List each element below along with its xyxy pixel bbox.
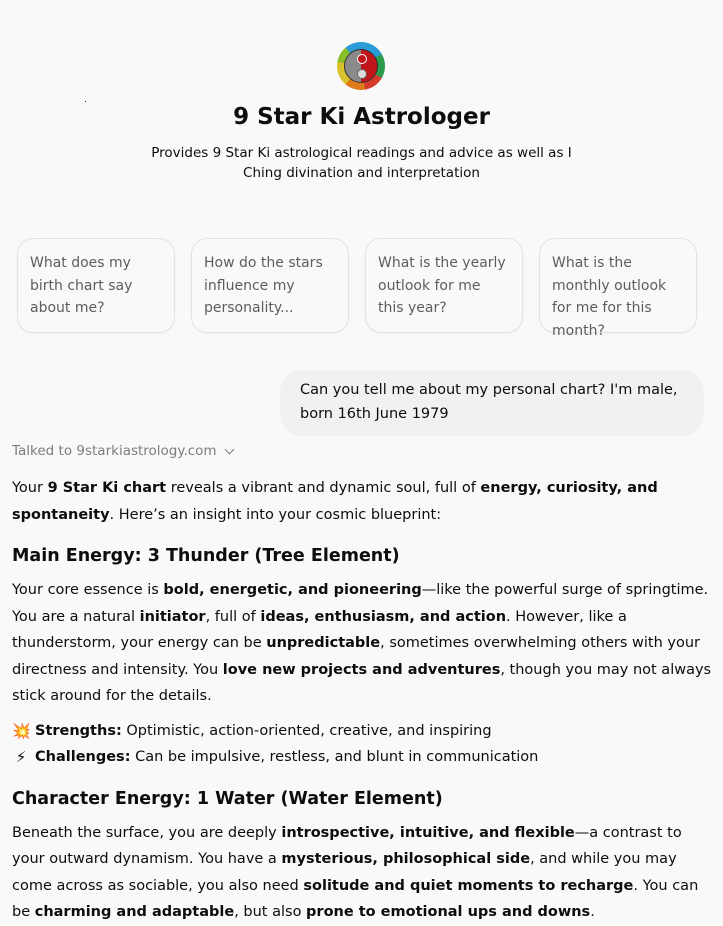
- main-energy-paragraph: Your core essence is bold, energetic, and pioneering—like the powerful surge of springtime. You are a natural initiator, full of ideas, enthusiasm, and action. However, like a thunderstorm, your energy can be unpredictable, sometimes overwhelming others with your directness and intensity. You love new projects and adventures, though you may not always stick around for the details.: [12, 582, 712, 704]
- chevron-down-icon: [224, 444, 234, 454]
- main-energy-heading: Main Energy: 3 Thunder (Tree Element): [12, 546, 400, 566]
- collision-star-icon: 💥: [12, 721, 31, 740]
- intro-paragraph: Your 9 Star Ki chart reveals a vibrant and dynamic soul, full of energy, curiosity, and spontaneity. Here’s an insight into your cosmic blueprint:: [12, 480, 658, 523]
- tool-status-label: Talked to 9starkiastrology.com: [12, 443, 217, 459]
- yin-yang-logo-icon: [337, 42, 385, 90]
- starter-monthly-outlook[interactable]: What is the monthly outlook for me for this month?: [539, 238, 697, 333]
- gpt-title: 9 Star Ki Astrologer: [233, 104, 490, 130]
- challenges-line: ⚡ Challenges: Can be impulsive, restless, and blunt in communication: [12, 744, 712, 771]
- main-energy-traits: [12, 718, 712, 771]
- character-energy-heading: Character Energy: 1 Water (Water Element): [12, 788, 443, 809]
- lightning-icon: ⚡: [15, 748, 27, 766]
- conversation-starters: [17, 238, 697, 339]
- assistant-response: [12, 475, 712, 926]
- starter-yearly-outlook[interactable]: What is the yearly outlook for me this year?: [365, 238, 523, 333]
- starter-stars-personality[interactable]: How do the stars influence my personality...: [191, 238, 349, 333]
- tool-status-toggle[interactable]: [12, 443, 233, 459]
- starter-birth-chart[interactable]: What does my birth chart say about me?: [17, 238, 175, 333]
- stray-dot: [85, 101, 86, 102]
- strengths-line: 💥 Strengths: Optimistic, action-oriented, creative, and inspiring: [12, 718, 712, 745]
- character-energy-paragraph: Beneath the surface, you are deeply introspective, intuitive, and flexible—a contrast to your outward dynamism. You have a mysterious, philosophical side, and while you may come across as sociable, you also need solitude and quiet moments to recharge. You can be charming and adaptable, but also prone to emotional ups and downs.: [12, 824, 699, 920]
- gpt-description: Provides 9 Star Ki astrological readings and advice as well as I Ching divination and interpretation: [151, 145, 572, 181]
- user-message-bubble: Can you tell me about my personal chart? I'm male, born 16th June 1979: [280, 370, 704, 436]
